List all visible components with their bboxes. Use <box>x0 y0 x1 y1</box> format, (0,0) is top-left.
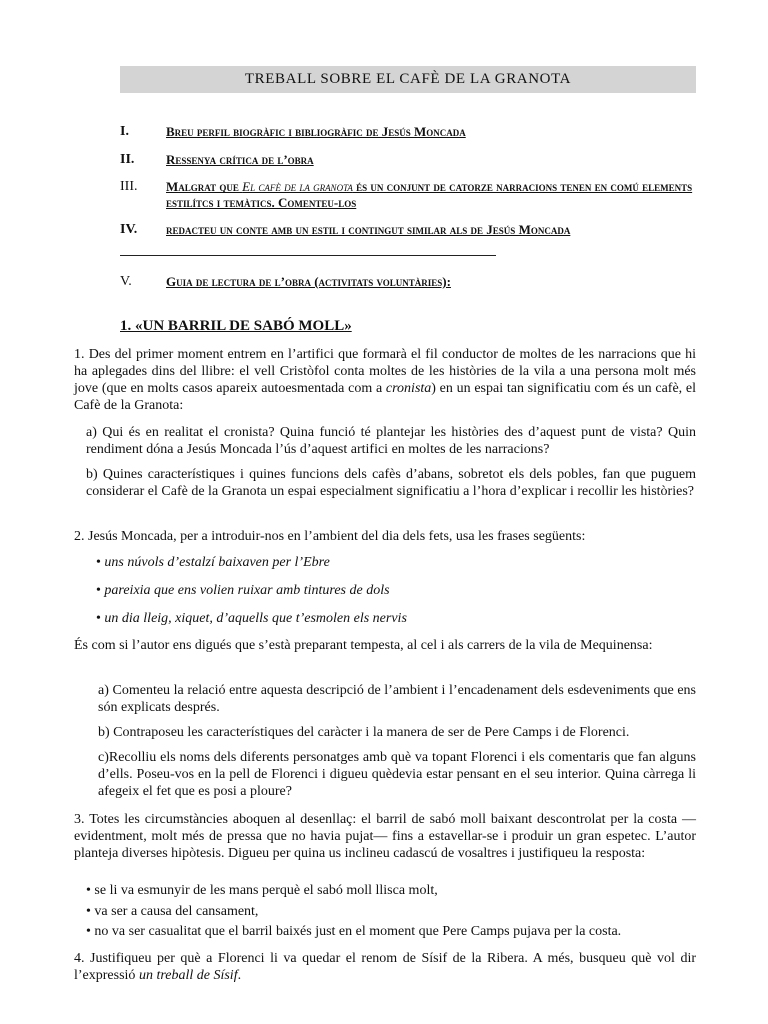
toc-item <box>120 152 700 168</box>
question-4-post: . <box>237 968 242 983</box>
question-3-intro: 3. Totes les circumstàncies aboquen al desenllaç: el barril de sabó moll baixant descontrolat per la costa —evidentment, molt més de pressa que no havia pujat— fins a estavellar-se i produir un gran espetec. L’autor planteja diverses hipòtesis. Digueu per quina us inclineu cadascú de vosaltres i justifiqueu la resposta: <box>74 812 696 861</box>
toc-label: Ressenya crítica de l’obra <box>166 152 314 167</box>
bullet-icon: • <box>96 611 101 626</box>
question-1b: b) Quines característiques i quines funcions dels cafès d’abans, sobretot els dels pobles, fan que puguem considerar el Cafè de la Granota un espai especialment significatiu a l’hora d’explicar i recollir les històries? <box>86 467 696 499</box>
toc-item <box>120 124 700 140</box>
question-2c: c)Recolliu els noms dels diferents personatges amb què va topant Florenci i els comentaris que fan alguns d’ells. Poseu-vos en la pell de Florenci i digueu quèdevia estar pensant en el seu interior. Quina càrrega li afegeix el fet que es posi a ploure? <box>98 750 696 799</box>
section-heading: 1. «UN BARRIL DE SABÓ MOLL» <box>120 318 352 334</box>
question-1-italic: cronista <box>385 381 432 396</box>
question-2b: b) Contraposeu les característiques del caràcter i la manera de ser de Pere Camps i de Florenci. <box>98 725 630 740</box>
question-4-pre: 4. Justifiqueu per què a Florenci li va quedar el renom de Sísif de la Ribera. A més, busqueu què vol dir l’expressió <box>74 951 696 983</box>
hypothesis-item <box>86 924 621 940</box>
question-2-intro: 2. Jesús Moncada, per a introduir-nos en l’ambient del dia dels fets, usa les frases següents: <box>74 529 586 544</box>
toc-label-post: és un conjunt de catorze narracions tenen en comú elements estilítcs i temàtics. Comenteu-los <box>166 179 693 210</box>
document-title <box>120 66 696 93</box>
question-1a: a) Qui és en realitat el cronista? Quina funció té plantejar les històries des d’aquest punt de vista? Quin rendiment dóna a Jesús Moncada l’ús d’aquest artifici en moltes de les narracions? <box>86 425 696 457</box>
quote-text: pareixia que ens volien ruixar amb tintures de dols <box>104 583 390 598</box>
toc-number: III. <box>120 179 138 194</box>
question-4-italic: un treball de Sísif <box>138 968 238 983</box>
hypothesis-item <box>86 904 258 920</box>
quote-item <box>96 555 330 571</box>
hypothesis-text: se li va esmunyir de les mans perquè el sabó moll llisca molt, <box>94 883 438 898</box>
question-1-pre: 1. Des del primer moment entrem en l’artifici que formarà el fil conductor de moltes de les narracions que hi ha aplegades dins del llibre: el vell Cristòfol conta moltes de les històries de la vila a una persona molt més jove (que en molts casos apareix autoesmentada com a <box>74 347 696 396</box>
question-2a: a) Comenteu la relació entre aquesta descripció de l’ambient i l’encadenament dels esdeveniments que ens són explicats després. <box>98 683 696 715</box>
document-title-text: TREBALL SOBRE EL CAFÈ DE LA GRANOTA <box>244 71 572 87</box>
toc-item <box>120 222 700 238</box>
toc-label: Breu perfil biogràfic i bibliogràfic de Jesús Moncada <box>166 124 466 139</box>
toc-number: V. <box>120 274 132 289</box>
toc-item <box>120 274 700 290</box>
toc-label: Guia de lectura de l’obra (activitats voluntàries): <box>166 274 451 289</box>
question-4 <box>74 950 696 984</box>
hypothesis-item <box>86 883 438 899</box>
bullet-icon: • <box>86 904 91 919</box>
quote-item <box>96 611 407 627</box>
question-2-context: És com si l’autor ens digués que s’està preparant tempesta, al cel i als carrers de la vila de Mequinensa: <box>74 638 653 653</box>
bullet-icon: • <box>86 883 91 898</box>
toc-label: redacteu un conte amb un estil i contingut similar als de Jesús Moncada <box>166 222 571 237</box>
toc-label-pre: Malgrat que <box>166 179 243 194</box>
hypothesis-text: va ser a causa del cansament, <box>94 904 259 919</box>
quote-text: uns núvols d’estalzí baixaven per l’Ebre <box>104 555 330 570</box>
toc-number: II. <box>120 152 135 167</box>
toc-number: IV. <box>120 222 138 237</box>
quote-item <box>96 583 390 599</box>
bullet-icon: • <box>96 583 101 598</box>
toc-number: I. <box>120 124 129 139</box>
hypothesis-text: no va ser casualitat que el barril baixés just en el moment que Pere Camps pujava per la costa. <box>94 924 622 939</box>
toc-item <box>120 179 700 211</box>
question-1 <box>74 346 696 414</box>
toc-label <box>166 179 700 211</box>
book-title: El cafè de la granota <box>242 179 353 194</box>
question-1-post: ) en un espai tan significatiu com és un cafè, el Cafè de la Granota: <box>74 381 696 413</box>
bullet-icon: • <box>96 555 101 570</box>
divider-line <box>120 255 496 256</box>
bullet-icon: • <box>86 924 91 939</box>
quote-text: un dia lleig, xiquet, d’aquells que t’esmolen els nervis <box>104 611 407 626</box>
